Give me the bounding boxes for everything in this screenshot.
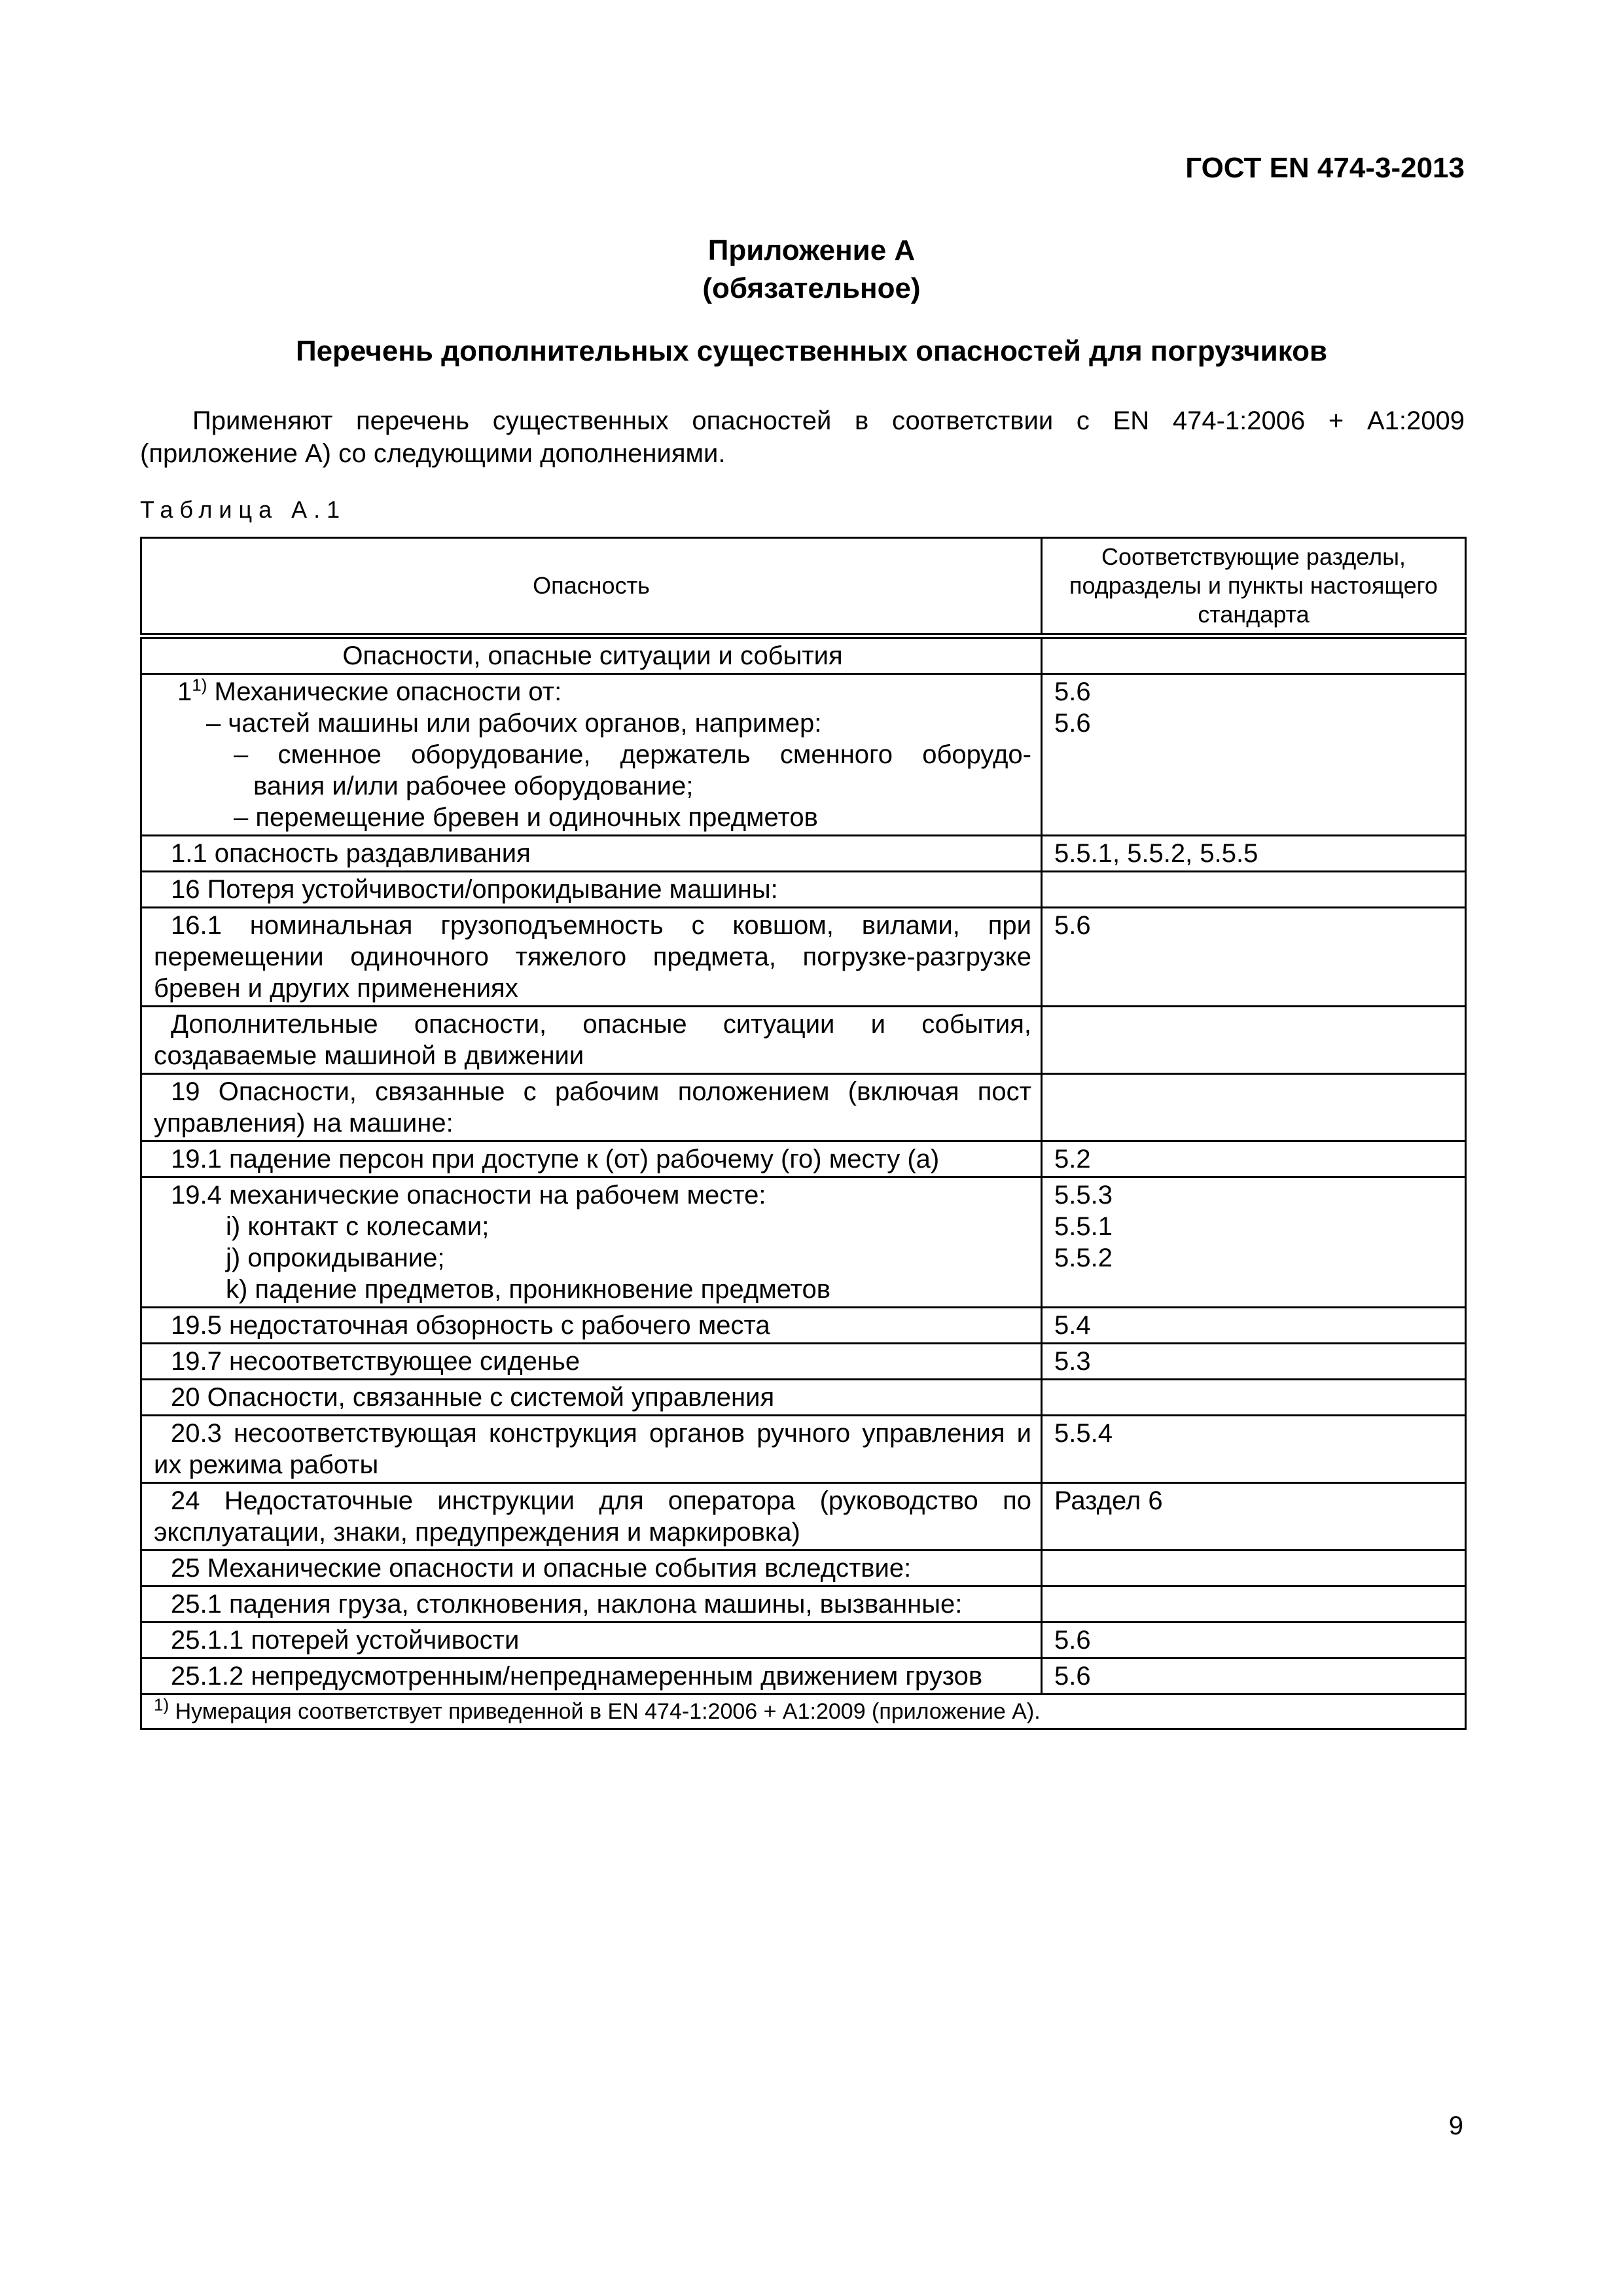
table-row: [141, 1623, 1466, 1659]
footnote-marker: 1): [154, 1695, 169, 1715]
table-row: [141, 1007, 1466, 1074]
footnote-text: Нумерация соответствует приведенной в EN 474-1:2006 + А1:2009 (приложение А).: [169, 1699, 1041, 1724]
reference-cell: [1042, 1177, 1466, 1308]
table-row: [141, 908, 1466, 1007]
hazard-cell: [141, 1177, 1042, 1308]
section-heading: Опасности, опасные ситуации и события: [141, 636, 1042, 674]
hazards-table: [140, 537, 1467, 1730]
hazard-subitem: i) контакт с колесами;: [226, 1212, 490, 1241]
reference-value: 5.5.2: [1054, 1244, 1113, 1272]
hazard-title: Механические опасности от:: [207, 677, 562, 706]
reference-cell: [1042, 1551, 1466, 1587]
hazard-cell: 20 Опасности, связанные с системой управления: [141, 1380, 1042, 1416]
hazard-cell: 25 Механические опасности и опасные события вследствие:: [141, 1551, 1042, 1587]
hazard-heading: [154, 676, 1031, 708]
table-row: [141, 1344, 1466, 1380]
reference-cell: 5.6: [1042, 908, 1466, 1007]
reference-cell: Раздел 6: [1042, 1483, 1466, 1551]
table-row: [141, 1659, 1466, 1695]
reference-cell: 5.6: [1042, 1659, 1466, 1695]
reference-cell: [1042, 1074, 1466, 1141]
hazard-cell: 19 Опасности, связанные с рабочим положением (включая пост управления) на машине:: [141, 1074, 1042, 1141]
intro-paragraph: Применяют перечень существенных опасностей в соответствии с EN 474-1:2006 + А1:2009 (приложение А) со следующими дополнениями.: [140, 406, 1465, 468]
table-row: [141, 1551, 1466, 1587]
annex-title: Приложение А: [707, 234, 916, 266]
hazard-cell: 24 Недостаточные инструкции для оператора (руководство по эксплуатации, знаки, предупреждения и маркировка): [141, 1483, 1042, 1551]
reference-value: 5.6: [1054, 677, 1091, 706]
table-header-row: [141, 538, 1466, 636]
reference-value: 5.5.3: [1054, 1181, 1113, 1210]
table-row: [141, 836, 1466, 872]
hazard-line: – сменное оборудование, держатель сменного оборудо-: [234, 740, 1031, 769]
table-row: [141, 674, 1466, 836]
reference-cell: [1042, 872, 1466, 908]
reference-cell: 5.4: [1042, 1308, 1466, 1344]
hazard-line: вания и/или рабочее оборудование;: [253, 772, 694, 800]
hazard-cell: 20.3 несоответствующая конструкция органов ручного управления и их режима работы: [141, 1416, 1042, 1483]
hazard-cell: 1.1 опасность раздавливания: [141, 836, 1042, 872]
table-footnote: [141, 1695, 1466, 1729]
hazard-number: 1: [177, 677, 192, 706]
table-caption: Таблица А.1: [140, 496, 347, 523]
reference-cell: [1042, 1007, 1466, 1074]
reference-cell: 5.5.4: [1042, 1416, 1466, 1483]
hazard-cell: 19.7 несоответствующее сиденье: [141, 1344, 1042, 1380]
header-hazard: Опасность: [141, 538, 1042, 636]
hazard-cell: 25.1 падения груза, столкновения, наклона машины, вызванные:: [141, 1587, 1042, 1623]
annex-heading: [0, 232, 1623, 308]
hazard-cell: [141, 674, 1042, 836]
annex-status: (обязательное): [702, 272, 921, 304]
reference-value: 5.5.1: [1054, 1212, 1113, 1241]
table-row: [141, 1177, 1466, 1308]
table-row: [141, 1416, 1466, 1483]
footnote-marker: 1): [192, 675, 207, 695]
reference-cell: [1042, 1380, 1466, 1416]
hazard-cell: 19.1 падение персон при доступе к (от) рабочему (го) месту (а): [141, 1141, 1042, 1177]
hazard-cell: Дополнительные опасности, опасные ситуации и события, создаваемые машиной в движении: [141, 1007, 1042, 1074]
reference-cell: 5.5.1, 5.5.2, 5.5.5: [1042, 836, 1466, 872]
reference-cell: 5.3: [1042, 1344, 1466, 1380]
reference-cell: [1042, 1587, 1466, 1623]
hazard-cell: 25.1.2 непредусмотренным/непреднамеренным движением грузов: [141, 1659, 1042, 1695]
standard-id: ГОСТ EN 474-3-2013: [1185, 152, 1465, 184]
reference-cell: 5.2: [1042, 1141, 1466, 1177]
table-row: [141, 1587, 1466, 1623]
reference-cell: [1042, 636, 1466, 674]
hazard-cell: 16.1 номинальная грузоподъемность с ковшом, вилами, при перемещении одиночного тяжелого предмета, погрузке-разгрузке бревен и других применениях: [141, 908, 1042, 1007]
table-row: [141, 1141, 1466, 1177]
table-row: [141, 1074, 1466, 1141]
hazard-line: – перемещение бревен и одиночных предметов: [234, 803, 818, 832]
hazard-cell: 25.1.1 потерей устойчивости: [141, 1623, 1042, 1659]
page-number: 9: [1448, 2111, 1463, 2140]
table-row: [141, 1308, 1466, 1344]
reference-cell: [1042, 674, 1466, 836]
hazard-subitem: j) опрокидывание;: [226, 1244, 445, 1272]
hazard-line: – частей машины или рабочих органов, например:: [206, 709, 822, 738]
table-row: [141, 636, 1466, 674]
hazard-cell: 16 Потеря устойчивости/опрокидывание машины:: [141, 872, 1042, 908]
table-row: [141, 872, 1466, 908]
hazard-line: 19.4 механические опасности на рабочем месте:: [171, 1181, 766, 1210]
reference-cell: 5.6: [1042, 1623, 1466, 1659]
table-row: [141, 1380, 1466, 1416]
reference-value: 5.6: [1054, 709, 1091, 738]
hazard-cell: 19.5 недостаточная обзорность с рабочего места: [141, 1308, 1042, 1344]
table-footnote-row: [141, 1695, 1466, 1729]
document-title: Перечень дополнительных существенных опасностей для погрузчиков: [295, 335, 1328, 367]
table-row: [141, 1483, 1466, 1551]
header-reference: Соответствующие разделы, подразделы и пункты настоящего стандарта: [1042, 538, 1466, 636]
hazard-subitem: k) падение предметов, проникновение предметов: [226, 1275, 831, 1304]
